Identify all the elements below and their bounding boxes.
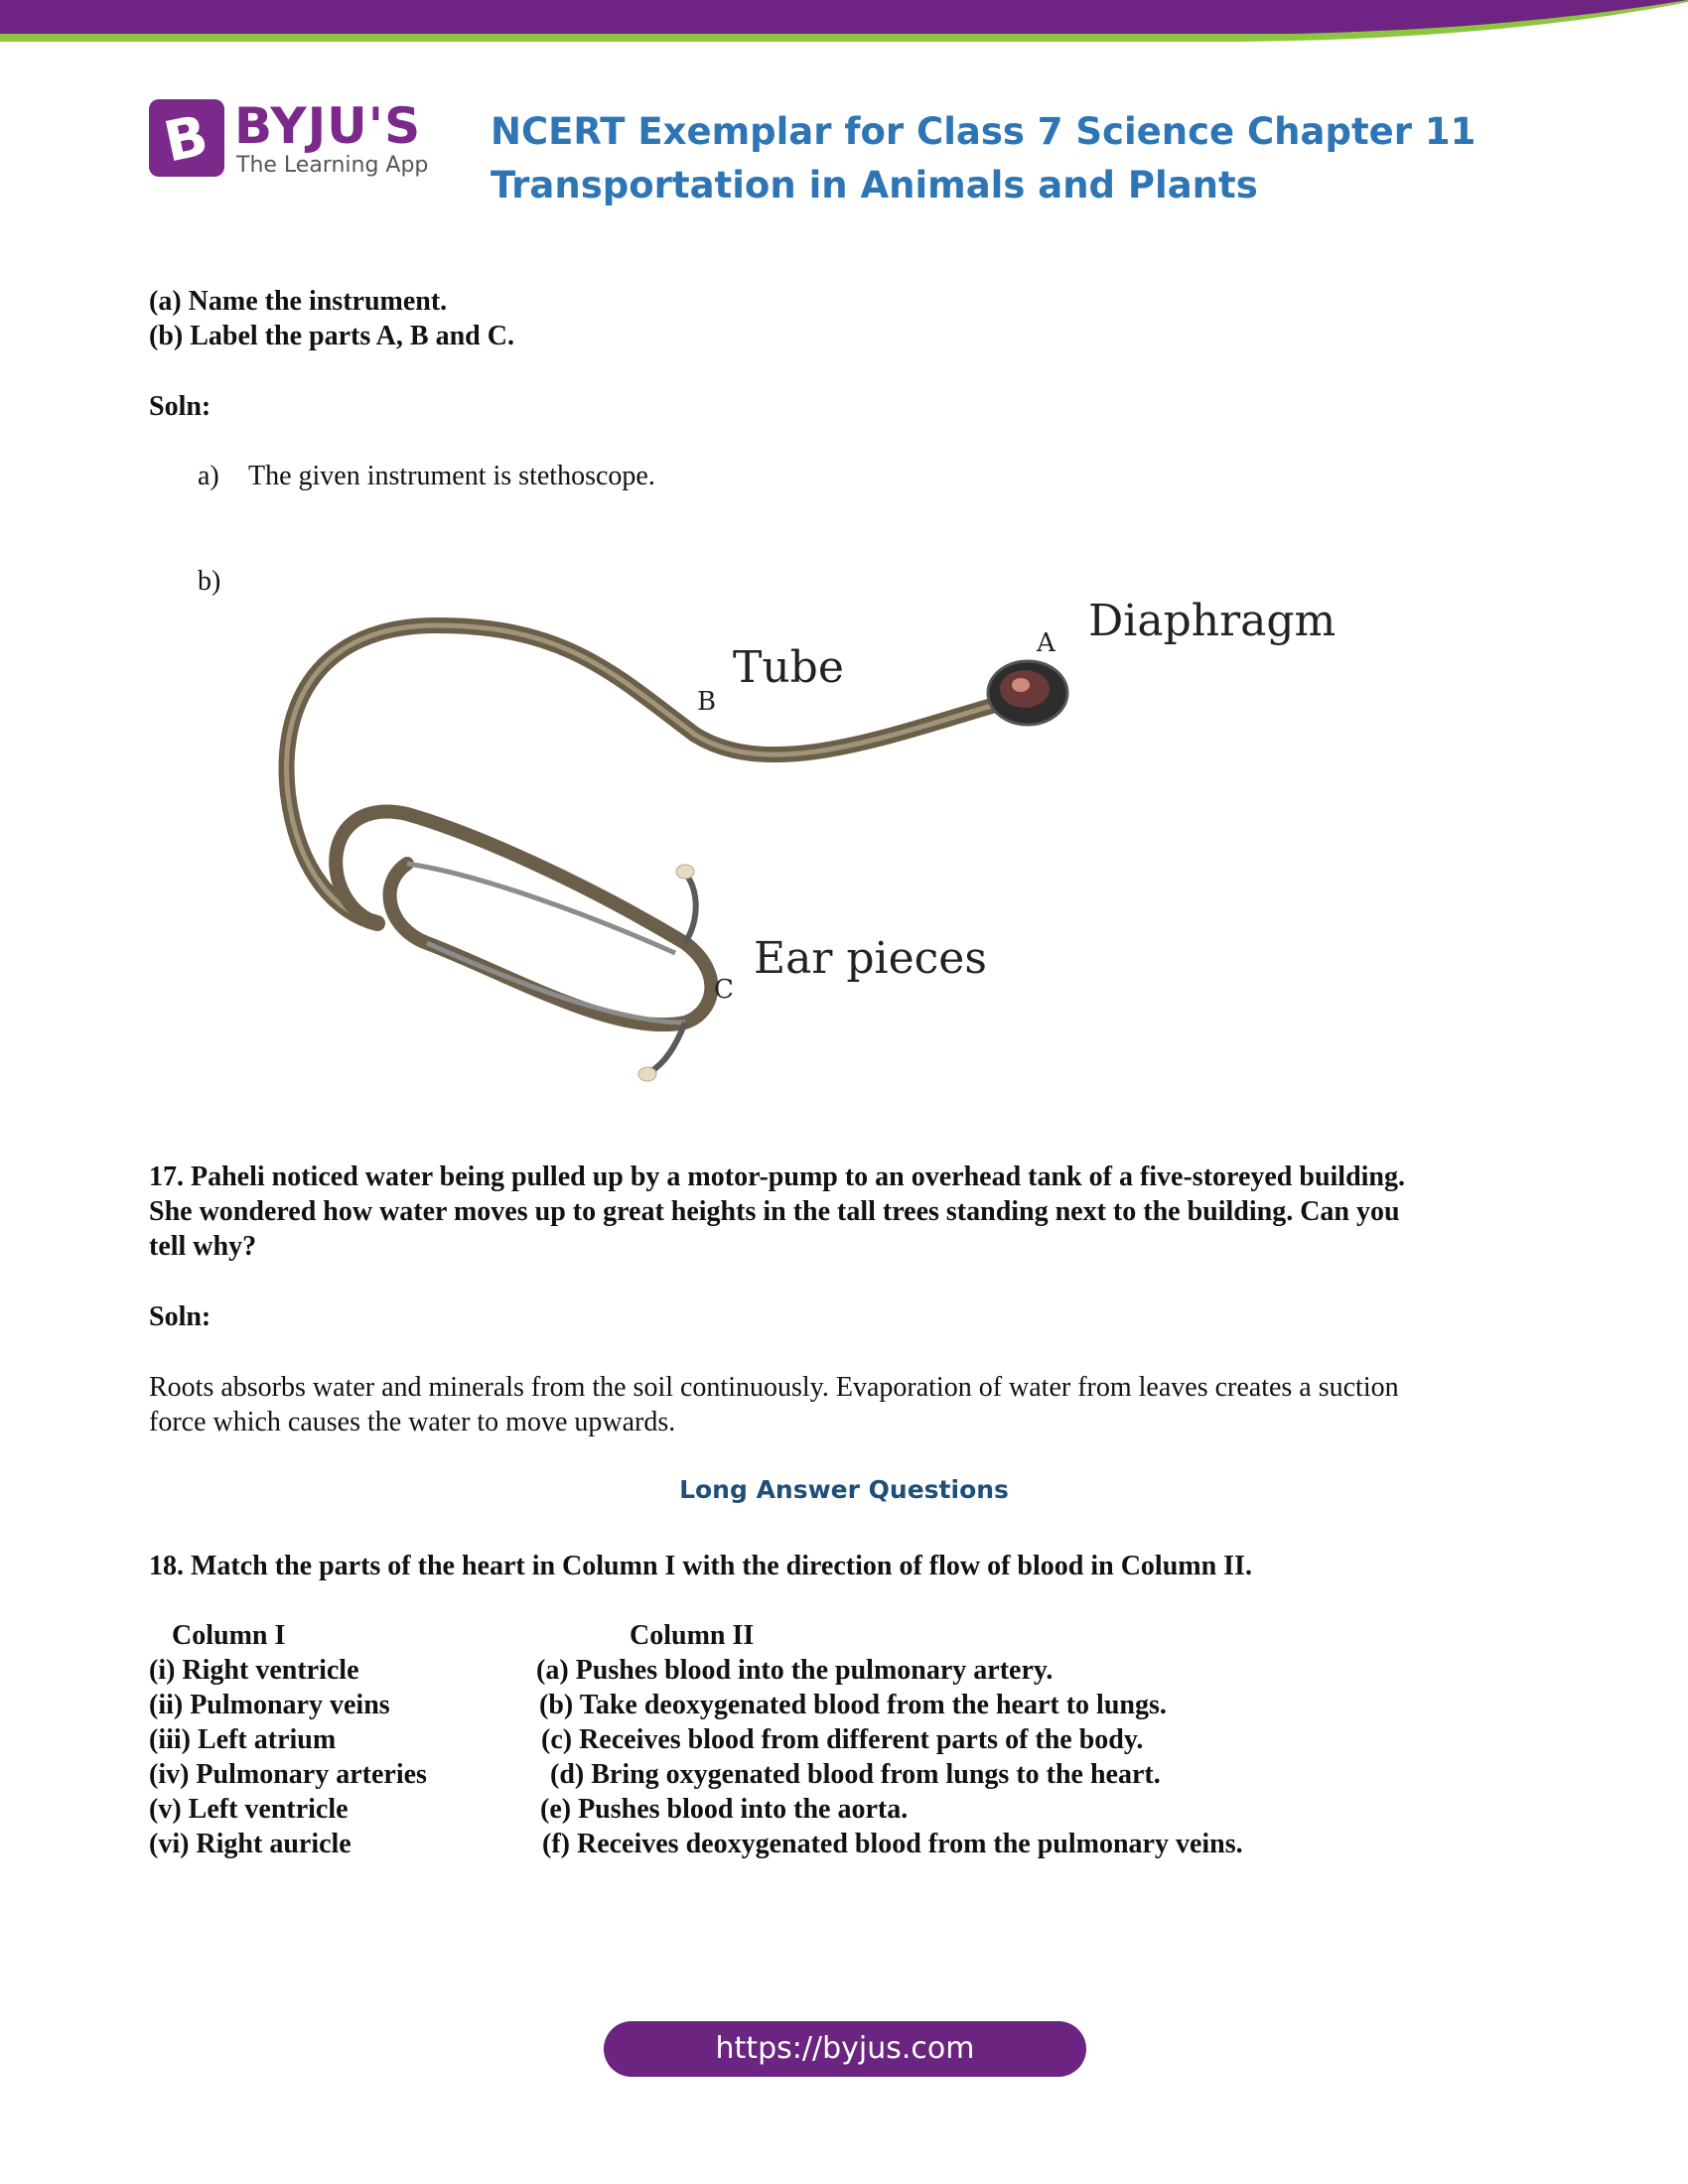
logo-letter: B (158, 103, 213, 176)
q17-line2: She wondered how water moves up to great heights in the tall trees standing next to the building. Can you (149, 1196, 1400, 1227)
column-2-item: (e) Pushes blood into the aorta. (540, 1794, 909, 1825)
byjus-logo (149, 97, 437, 183)
q17-line3: tell why? (149, 1231, 257, 1262)
column-2-item: (b) Take deoxygenated blood from the heart to lungs. (539, 1690, 1167, 1720)
q16-soln-label: Soln: (149, 391, 211, 422)
q16-answer-a: The given instrument is stethoscope. (248, 461, 655, 491)
q16-answer-b-marker: b) (198, 566, 221, 597)
column-1-item: (i) Right ventricle (149, 1655, 359, 1686)
top-decorative-bar (0, 0, 1688, 60)
column-2-item: (c) Receives blood from different parts of the body. (541, 1724, 1144, 1755)
q17-answer-line2: force which causes the water to move upwards. (149, 1407, 676, 1437)
q17-answer-line1: Roots absorbs water and minerals from the soil continuously. Evaporation of water from leaves creates a suction (149, 1372, 1399, 1403)
q17-soln-label: Soln: (149, 1301, 211, 1332)
label-b-letter: B (697, 687, 717, 717)
page-title-line2: Transportation in Animals and Plants (491, 164, 1258, 206)
page-title (491, 105, 1483, 212)
q18-column-2 (536, 1618, 1243, 1861)
label-a-letter: A (1037, 628, 1055, 658)
column-1-item: (ii) Pulmonary veins (149, 1690, 390, 1720)
q18-column-1 (149, 1618, 427, 1861)
column-2-item: (d) Bring oxygenated blood from lungs to the heart. (550, 1759, 1161, 1790)
logo-name: BYJU'S (234, 97, 422, 155)
stethoscope-diagram (258, 586, 1350, 1092)
footer-url-link[interactable]: https://byjus.com (604, 2021, 1086, 2077)
logo-tagline: The Learning App (236, 153, 429, 178)
column-2-item: (a) Pushes blood into the pulmonary artery. (536, 1655, 1054, 1686)
column-1-item: (iii) Left atrium (149, 1724, 337, 1755)
column-1-item: (vi) Right auricle (149, 1829, 352, 1859)
label-a-name: Diaphragm (1088, 596, 1336, 646)
column-2-header: Column II (630, 1620, 755, 1651)
page-title-line1: NCERT Exemplar for Class 7 Science Chapter 11 (491, 110, 1477, 153)
column-1-header: Column I (172, 1620, 286, 1651)
stethoscope-binaural (336, 812, 711, 1025)
label-b-name: Tube (733, 642, 844, 693)
ear-tip-bottom (638, 1067, 656, 1081)
label-c-letter: C (714, 975, 734, 1005)
q18-question: 18. Match the parts of the heart in Column I with the direction of flow of blood in Column II. (149, 1551, 1252, 1581)
q17-line1: 17. Paheli noticed water being pulled up by a motor-pump to an overhead tank of a five-storeyed building. (149, 1161, 1406, 1192)
q16-part-b: (b) Label the parts A, B and C. (149, 321, 514, 351)
column-1-item: (v) Left ventricle (149, 1794, 349, 1825)
label-c-name: Ear pieces (754, 933, 987, 984)
logo-badge (149, 99, 224, 177)
section-heading-long-answer: Long Answer Questions (679, 1475, 1009, 1504)
ear-tip-top (676, 865, 694, 879)
column-1-item: (iv) Pulmonary arteries (149, 1759, 427, 1790)
column-2-item: (f) Receives deoxygenated blood from the pulmonary veins. (542, 1829, 1243, 1859)
q16-answer-a-marker: a) (198, 461, 219, 491)
q16-part-a: (a) Name the instrument. (149, 286, 448, 317)
